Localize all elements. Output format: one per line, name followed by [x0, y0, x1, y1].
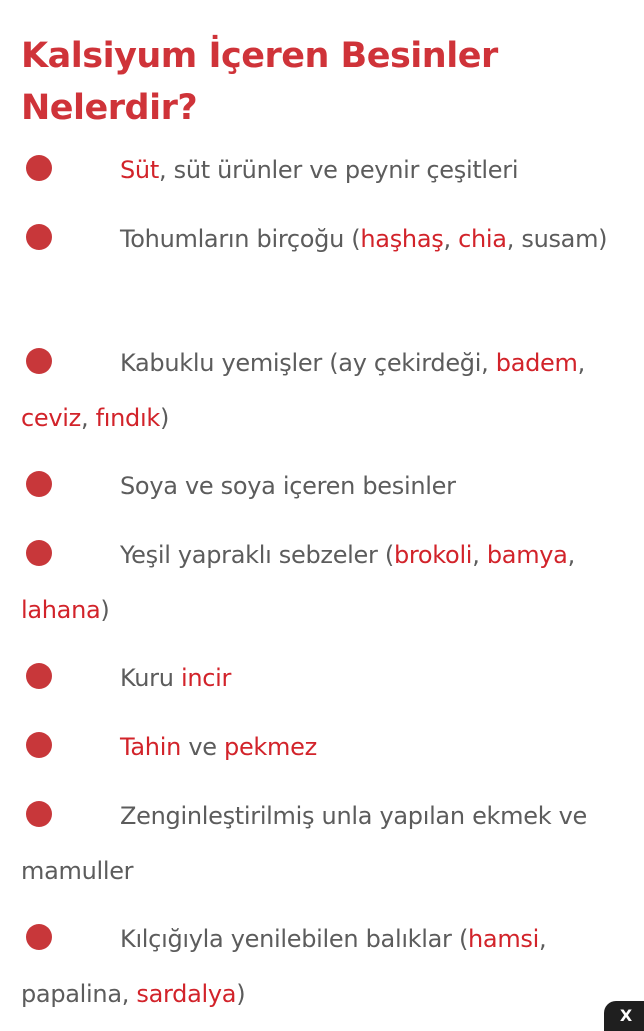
- bullet-icon: [26, 471, 52, 497]
- item-text-segment: , papalina,: [21, 925, 547, 1008]
- item-text-segment: ,: [472, 541, 487, 569]
- bullet-icon: [26, 732, 52, 758]
- item-text-segment: Zenginleştirilmiş unla yapılan ekmek ve mamuller: [21, 802, 587, 885]
- list-item: [21, 336, 621, 446]
- bullet-icon: [26, 801, 52, 827]
- close-ad-button[interactable]: X: [604, 1001, 644, 1031]
- list-item: [21, 459, 621, 514]
- bullet-icon: [26, 540, 52, 566]
- item-text-segment: Kuru: [120, 664, 181, 692]
- food-link[interactable]: bamya: [486, 541, 568, 569]
- item-text: [120, 733, 317, 761]
- item-text: [21, 802, 587, 885]
- item-text-segment: Kılçığıyla yenilebilen balıklar (: [120, 925, 469, 953]
- food-link[interactable]: hamsi: [468, 925, 539, 953]
- list-item: [21, 720, 621, 775]
- item-text-segment: , süt ürünler ve peynir çeşitleri: [158, 156, 519, 184]
- item-text: [120, 664, 231, 692]
- list-item: [21, 789, 621, 899]
- food-link[interactable]: brokoli: [393, 541, 473, 569]
- food-link[interactable]: Süt: [120, 156, 159, 184]
- item-text: [120, 472, 456, 500]
- item-text-segment: Tohumların birçoğu (: [120, 225, 361, 253]
- item-text: [120, 156, 518, 184]
- item-text: [21, 541, 575, 624]
- food-link[interactable]: lahana: [21, 596, 101, 624]
- item-text: [120, 225, 607, 253]
- item-text-segment: ve: [181, 733, 225, 761]
- item-text-segment: Kabuklu yemişler (ay çekirdeği,: [120, 349, 496, 377]
- item-text-segment: ): [159, 404, 170, 432]
- bullet-icon: [26, 348, 52, 374]
- list-item: [21, 651, 621, 706]
- item-text: [21, 349, 585, 432]
- food-link[interactable]: ceviz: [21, 404, 81, 432]
- item-text-segment: Soya ve soya içeren besinler: [120, 472, 456, 500]
- bullet-icon: [26, 663, 52, 689]
- item-text-segment: Yeşil yapraklı sebzeler (: [120, 541, 394, 569]
- bullet-icon: [26, 155, 52, 181]
- item-text-segment: ,: [443, 225, 459, 253]
- food-link[interactable]: sardalya: [136, 980, 237, 1008]
- list-item: [21, 143, 621, 198]
- item-text-segment: ): [100, 596, 110, 624]
- list-item: [21, 212, 621, 267]
- list-item: [21, 528, 621, 638]
- item-text-segment: ,: [577, 349, 585, 377]
- item-text-segment: , susam): [506, 225, 608, 253]
- food-link[interactable]: haşhaş: [360, 225, 444, 253]
- bullet-icon: [26, 924, 52, 950]
- food-link[interactable]: Tahin: [120, 733, 181, 761]
- page-title: Kalsiyum İçeren Besinler Nelerdir?: [21, 36, 498, 128]
- list-item: [21, 912, 621, 1022]
- food-link[interactable]: pekmez: [224, 733, 317, 761]
- item-text: [21, 925, 546, 1008]
- food-link[interactable]: fındık: [95, 404, 160, 432]
- item-text-segment: ,: [567, 541, 575, 569]
- food-link[interactable]: badem: [495, 349, 578, 377]
- food-link[interactable]: chia: [458, 225, 507, 253]
- food-link[interactable]: incir: [180, 664, 232, 692]
- item-text-segment: ): [236, 980, 246, 1008]
- bullet-icon: [26, 224, 52, 250]
- item-text-segment: ,: [80, 404, 96, 432]
